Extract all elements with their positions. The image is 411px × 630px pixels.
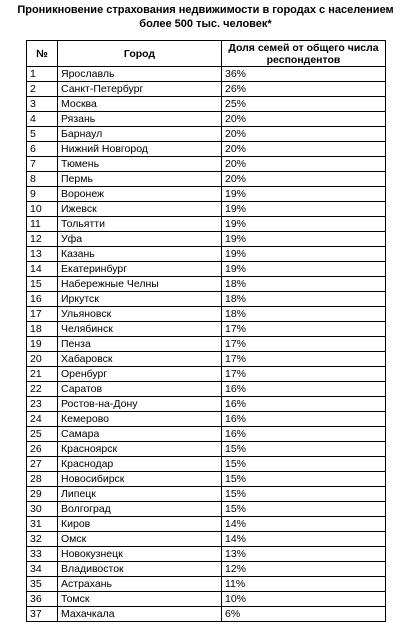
cell-city: Красноярск xyxy=(58,442,222,457)
cell-share: 17% xyxy=(222,322,386,337)
cell-num: 7 xyxy=(27,157,58,172)
cell-num: 24 xyxy=(27,412,58,427)
cell-share: 16% xyxy=(222,397,386,412)
table-row xyxy=(27,217,386,232)
cell-city: Москва xyxy=(58,97,222,112)
column-header-share: Доля семей от общего числа респондентов xyxy=(222,41,386,67)
cell-city: Омск xyxy=(58,532,222,547)
cell-share: 19% xyxy=(222,187,386,202)
cell-share: 26% xyxy=(222,82,386,97)
cell-share: 15% xyxy=(222,487,386,502)
cell-num: 32 xyxy=(27,532,58,547)
cell-num: 36 xyxy=(27,592,58,607)
cell-city: Хабаровск xyxy=(58,352,222,367)
table-row xyxy=(27,517,386,532)
cell-num: 17 xyxy=(27,307,58,322)
cell-city: Уфа xyxy=(58,232,222,247)
title-line-1: Проникновение страхования недвижимости в городах с населением xyxy=(17,4,394,16)
cell-city: Тольятти xyxy=(58,217,222,232)
cell-share: 13% xyxy=(222,547,386,562)
table-row xyxy=(27,397,386,412)
cell-share: 17% xyxy=(222,337,386,352)
table-row xyxy=(27,157,386,172)
cell-share: 36% xyxy=(222,67,386,82)
table-row xyxy=(27,412,386,427)
table-row xyxy=(27,277,386,292)
table-row xyxy=(27,247,386,262)
cell-city: Казань xyxy=(58,247,222,262)
cell-num: 31 xyxy=(27,517,58,532)
cell-share: 25% xyxy=(222,97,386,112)
cell-num: 35 xyxy=(27,577,58,592)
cell-share: 20% xyxy=(222,157,386,172)
cell-num: 23 xyxy=(27,397,58,412)
cell-city: Ярославль xyxy=(58,67,222,82)
table-row xyxy=(27,472,386,487)
insurance-penetration-table xyxy=(26,40,386,622)
cell-num: 25 xyxy=(27,427,58,442)
cell-city: Пермь xyxy=(58,172,222,187)
cell-city: Пенза xyxy=(58,337,222,352)
table-row xyxy=(27,532,386,547)
cell-city: Новокузнецк xyxy=(58,547,222,562)
cell-num: 28 xyxy=(27,472,58,487)
cell-num: 8 xyxy=(27,172,58,187)
cell-share: 17% xyxy=(222,367,386,382)
cell-city: Ростов-на-Дону xyxy=(58,397,222,412)
cell-share: 15% xyxy=(222,457,386,472)
table-row xyxy=(27,577,386,592)
cell-city: Самара xyxy=(58,427,222,442)
cell-share: 15% xyxy=(222,502,386,517)
cell-num: 18 xyxy=(27,322,58,337)
cell-num: 29 xyxy=(27,487,58,502)
table-row xyxy=(27,202,386,217)
table-body xyxy=(27,67,386,622)
cell-share: 14% xyxy=(222,532,386,547)
cell-num: 13 xyxy=(27,247,58,262)
cell-city: Краснодар xyxy=(58,457,222,472)
cell-share: 18% xyxy=(222,292,386,307)
cell-share: 19% xyxy=(222,232,386,247)
cell-share: 11% xyxy=(222,577,386,592)
cell-city: Санкт-Петербург xyxy=(58,82,222,97)
column-header-city: Город xyxy=(58,41,222,67)
cell-num: 9 xyxy=(27,187,58,202)
cell-num: 5 xyxy=(27,127,58,142)
table-row xyxy=(27,352,386,367)
table-row xyxy=(27,367,386,382)
cell-city: Ижевск xyxy=(58,202,222,217)
cell-share: 19% xyxy=(222,247,386,262)
cell-city: Липецк xyxy=(58,487,222,502)
cell-share: 20% xyxy=(222,112,386,127)
cell-share: 17% xyxy=(222,352,386,367)
cell-city: Томск xyxy=(58,592,222,607)
cell-city: Махачкала xyxy=(58,607,222,622)
cell-share: 16% xyxy=(222,412,386,427)
page-title xyxy=(0,3,411,31)
cell-city: Новосибирск xyxy=(58,472,222,487)
cell-share: 16% xyxy=(222,382,386,397)
table-row xyxy=(27,487,386,502)
cell-city: Барнаул xyxy=(58,127,222,142)
table-row xyxy=(27,292,386,307)
cell-share: 20% xyxy=(222,172,386,187)
cell-share: 19% xyxy=(222,262,386,277)
cell-city: Воронеж xyxy=(58,187,222,202)
cell-city: Челябинск xyxy=(58,322,222,337)
cell-num: 21 xyxy=(27,367,58,382)
table-row xyxy=(27,442,386,457)
table-row xyxy=(27,382,386,397)
table-row xyxy=(27,187,386,202)
cell-num: 11 xyxy=(27,217,58,232)
cell-num: 20 xyxy=(27,352,58,367)
cell-share: 18% xyxy=(222,277,386,292)
cell-city: Кемерово xyxy=(58,412,222,427)
cell-num: 2 xyxy=(27,82,58,97)
cell-city: Нижний Новгород xyxy=(58,142,222,157)
table-row xyxy=(27,502,386,517)
cell-city: Набережные Челны xyxy=(58,277,222,292)
cell-share: 19% xyxy=(222,217,386,232)
cell-city: Оренбург xyxy=(58,367,222,382)
cell-city: Киров xyxy=(58,517,222,532)
table-row xyxy=(27,232,386,247)
cell-share: 20% xyxy=(222,142,386,157)
cell-city: Саратов xyxy=(58,382,222,397)
table-row xyxy=(27,592,386,607)
table-row xyxy=(27,82,386,97)
table-row xyxy=(27,337,386,352)
cell-num: 16 xyxy=(27,292,58,307)
table-row xyxy=(27,97,386,112)
cell-city: Иркутск xyxy=(58,292,222,307)
cell-city: Волгоград xyxy=(58,502,222,517)
cell-num: 1 xyxy=(27,67,58,82)
cell-num: 27 xyxy=(27,457,58,472)
cell-city: Астрахань xyxy=(58,577,222,592)
cell-num: 15 xyxy=(27,277,58,292)
cell-share: 12% xyxy=(222,562,386,577)
table-row xyxy=(27,112,386,127)
cell-num: 14 xyxy=(27,262,58,277)
cell-share: 16% xyxy=(222,427,386,442)
cell-num: 37 xyxy=(27,607,58,622)
cell-num: 4 xyxy=(27,112,58,127)
cell-city: Рязань xyxy=(58,112,222,127)
cell-num: 33 xyxy=(27,547,58,562)
cell-num: 10 xyxy=(27,202,58,217)
table-header-row xyxy=(27,41,386,67)
cell-num: 3 xyxy=(27,97,58,112)
cell-num: 19 xyxy=(27,337,58,352)
cell-share: 15% xyxy=(222,442,386,457)
table-row xyxy=(27,127,386,142)
title-line-2: более 500 тыс. человек* xyxy=(139,18,272,30)
column-header-num: № xyxy=(27,41,58,67)
cell-share: 18% xyxy=(222,307,386,322)
cell-share: 19% xyxy=(222,202,386,217)
cell-city: Екатеринбург xyxy=(58,262,222,277)
cell-share: 10% xyxy=(222,592,386,607)
cell-city: Тюмень xyxy=(58,157,222,172)
cell-share: 15% xyxy=(222,472,386,487)
cell-num: 30 xyxy=(27,502,58,517)
table-row xyxy=(27,67,386,82)
table-row xyxy=(27,172,386,187)
table-row xyxy=(27,607,386,622)
cell-num: 34 xyxy=(27,562,58,577)
table-row xyxy=(27,142,386,157)
table-row xyxy=(27,322,386,337)
table-row xyxy=(27,262,386,277)
table-row xyxy=(27,457,386,472)
cell-num: 12 xyxy=(27,232,58,247)
cell-num: 22 xyxy=(27,382,58,397)
cell-share: 20% xyxy=(222,127,386,142)
table-row xyxy=(27,547,386,562)
cell-num: 6 xyxy=(27,142,58,157)
table-row xyxy=(27,562,386,577)
cell-city: Владивосток xyxy=(58,562,222,577)
table-row xyxy=(27,307,386,322)
table-row xyxy=(27,427,386,442)
cell-share: 6% xyxy=(222,607,386,622)
cell-share: 14% xyxy=(222,517,386,532)
cell-num: 26 xyxy=(27,442,58,457)
cell-city: Ульяновск xyxy=(58,307,222,322)
